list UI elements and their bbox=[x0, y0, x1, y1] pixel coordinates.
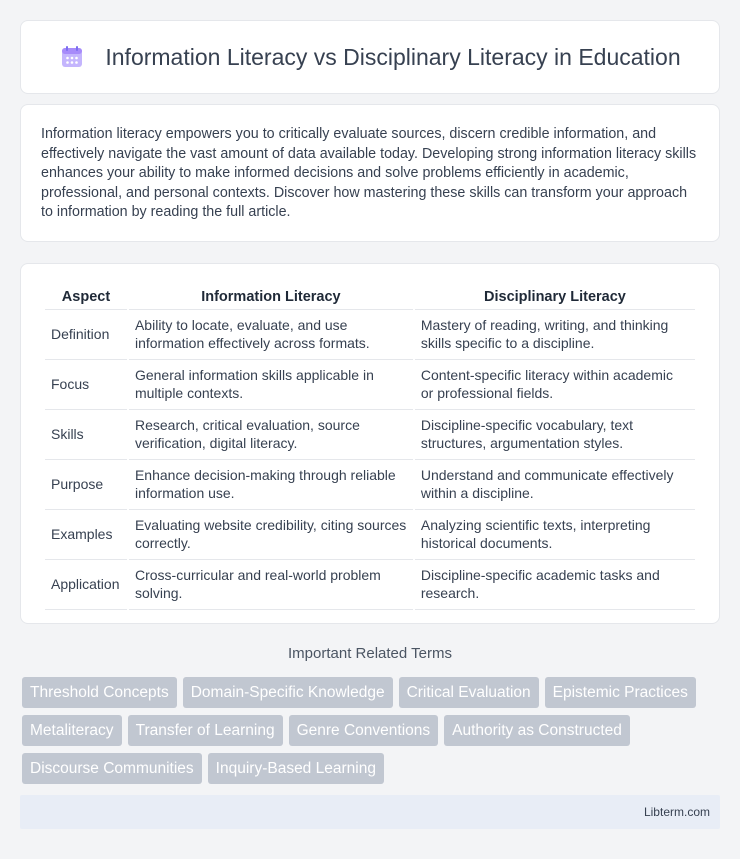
footer-site-link[interactable]: Libterm.com bbox=[643, 805, 710, 819]
tag-inquiry-based-learning[interactable]: Inquiry-Based Learning bbox=[208, 753, 384, 784]
tag-metaliteracy[interactable]: Metaliteracy bbox=[22, 715, 122, 746]
header-information-literacy: Information Literacy bbox=[201, 289, 341, 305]
row-information-literacy: Ability to locate, evaluate, and use information effectively across formats. bbox=[129, 309, 413, 359]
table-row bbox=[45, 409, 695, 459]
page-title: Information Literacy vs Disciplinary Literacy in Education bbox=[105, 43, 681, 70]
row-aspect: Application bbox=[45, 559, 127, 610]
intro-card bbox=[20, 104, 720, 242]
tag-genre-conventions[interactable]: Genre Conventions bbox=[289, 715, 439, 746]
calendar-icon bbox=[59, 44, 85, 70]
row-information-literacy: Cross-curricular and real-world problem solving. bbox=[129, 559, 413, 610]
row-disciplinary-literacy: Understand and communicate effectively within a discipline. bbox=[415, 459, 695, 509]
row-disciplinary-literacy: Analyzing scientific texts, interpreting historical documents. bbox=[415, 509, 695, 559]
row-information-literacy: General information skills applicable in multiple contexts. bbox=[129, 359, 413, 409]
comparison-table bbox=[43, 286, 697, 610]
tag-threshold-concepts[interactable]: Threshold Concepts bbox=[22, 677, 177, 708]
row-aspect: Examples bbox=[45, 509, 127, 559]
tag-domain-specific-knowledge[interactable]: Domain-Specific Knowledge bbox=[183, 677, 393, 708]
table-row bbox=[45, 309, 695, 359]
row-aspect: Definition bbox=[45, 309, 127, 359]
title-card bbox=[20, 20, 720, 94]
tag-epistemic-practices[interactable]: Epistemic Practices bbox=[545, 677, 696, 708]
row-disciplinary-literacy: Discipline-specific vocabulary, text structures, argumentation styles. bbox=[415, 409, 695, 459]
table-row bbox=[45, 459, 695, 509]
row-information-literacy: Evaluating website credibility, citing sources correctly. bbox=[129, 509, 413, 559]
related-terms-title: Important Related Terms bbox=[288, 645, 452, 662]
comparison-table-card bbox=[20, 263, 720, 624]
tag-authority-as-constructed[interactable]: Authority as Constructed bbox=[444, 715, 630, 746]
row-disciplinary-literacy: Discipline-specific academic tasks and research. bbox=[415, 559, 695, 610]
tag-discourse-communities[interactable]: Discourse Communities bbox=[22, 753, 202, 784]
row-information-literacy: Research, critical evaluation, source verification, digital literacy. bbox=[129, 409, 413, 459]
row-aspect: Focus bbox=[45, 359, 127, 409]
row-information-literacy: Enhance decision-making through reliable information use. bbox=[129, 459, 413, 509]
related-terms-list bbox=[22, 677, 722, 784]
row-aspect: Purpose bbox=[45, 459, 127, 509]
tag-critical-evaluation[interactable]: Critical Evaluation bbox=[399, 677, 539, 708]
table-row bbox=[45, 509, 695, 559]
table-header-row bbox=[45, 286, 695, 309]
table-row bbox=[45, 359, 695, 409]
header-aspect: Aspect bbox=[61, 289, 111, 305]
footer bbox=[20, 795, 720, 829]
row-aspect: Skills bbox=[45, 409, 127, 459]
tag-transfer-of-learning[interactable]: Transfer of Learning bbox=[128, 715, 283, 746]
header-disciplinary-literacy: Disciplinary Literacy bbox=[484, 289, 626, 305]
table-row bbox=[45, 559, 695, 610]
intro-text: Information literacy empowers you to critically evaluate sources, discern credible information, and effectively navigate the vast amount of data available today. Developing strong information literacy skills enhances your ability to make informed decisions and solve problems efficiently in academic, professional, and personal contexts. Discover how mastering these skills can transform your approach to information by reading the full article. bbox=[41, 126, 697, 221]
row-disciplinary-literacy: Content-specific literacy within academic or professional fields. bbox=[415, 359, 695, 409]
row-disciplinary-literacy: Mastery of reading, writing, and thinking skills specific to a discipline. bbox=[415, 309, 695, 359]
